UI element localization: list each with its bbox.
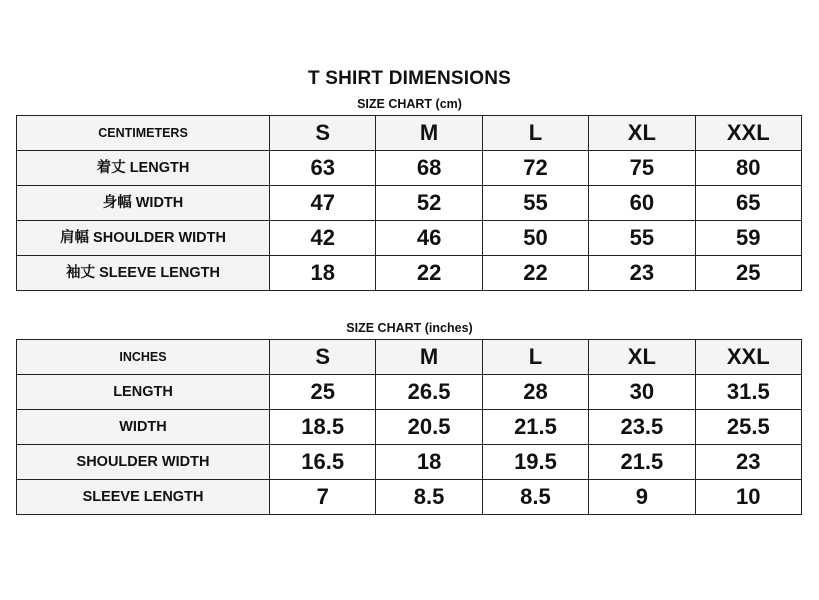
table-cell: 68	[376, 151, 482, 186]
corner-label: INCHES	[17, 340, 270, 375]
table-row	[17, 221, 802, 256]
table-cell: 8.5	[482, 480, 588, 515]
table-cell: 42	[270, 221, 376, 256]
table-cell: 19.5	[482, 445, 588, 480]
table-cell: 63	[270, 151, 376, 186]
row-label: 袖丈 SLEEVE LENGTH	[17, 256, 270, 291]
row-label: 着丈 LENGTH	[17, 151, 270, 186]
table-cell: 10	[695, 480, 801, 515]
cm-chart-caption: SIZE CHART (cm)	[357, 97, 462, 111]
table-cell: 9	[589, 480, 695, 515]
size-header: S	[270, 340, 376, 375]
table-cell: 21.5	[482, 410, 588, 445]
table-cell: 21.5	[589, 445, 695, 480]
table-cell: 23	[695, 445, 801, 480]
page-title: T SHIRT DIMENSIONS	[307, 68, 512, 89]
table-cell: 72	[482, 151, 588, 186]
row-label: WIDTH	[17, 410, 270, 445]
table-cell: 18.5	[270, 410, 376, 445]
table-row	[17, 375, 802, 410]
table-row	[17, 151, 802, 186]
inch-chart-caption: SIZE CHART (inches)	[346, 321, 473, 335]
table-cell: 50	[482, 221, 588, 256]
size-header: L	[482, 116, 588, 151]
size-header: XL	[589, 116, 695, 151]
table-cell: 30	[589, 375, 695, 410]
table-cell: 55	[482, 186, 588, 221]
size-header: XXL	[695, 340, 801, 375]
table-row	[17, 410, 802, 445]
table-cell: 20.5	[376, 410, 482, 445]
size-header: XXL	[695, 116, 801, 151]
table-cell: 28	[482, 375, 588, 410]
table-cell: 23.5	[589, 410, 695, 445]
table-row	[17, 186, 802, 221]
table-header-row	[17, 340, 802, 375]
table-cell: 22	[482, 256, 588, 291]
row-label: SLEEVE LENGTH	[17, 480, 270, 515]
table-cell: 18	[376, 445, 482, 480]
table-cell: 16.5	[270, 445, 376, 480]
table-row	[17, 480, 802, 515]
table-cell: 18	[270, 256, 376, 291]
table-cell: 59	[695, 221, 801, 256]
table-cell: 25	[270, 375, 376, 410]
cm-size-table	[16, 115, 802, 291]
inch-size-table	[16, 339, 802, 515]
size-header: S	[270, 116, 376, 151]
table-cell: 8.5	[376, 480, 482, 515]
row-label: 肩幅 SHOULDER WIDTH	[17, 221, 270, 256]
table-cell: 46	[376, 221, 482, 256]
table-cell: 60	[589, 186, 695, 221]
row-label: LENGTH	[17, 375, 270, 410]
table-cell: 7	[270, 480, 376, 515]
table-cell: 23	[589, 256, 695, 291]
corner-label: CENTIMETERS	[17, 116, 270, 151]
table-row	[17, 256, 802, 291]
table-cell: 26.5	[376, 375, 482, 410]
row-label: 身幅 WIDTH	[17, 186, 270, 221]
table-cell: 80	[695, 151, 801, 186]
table-cell: 52	[376, 186, 482, 221]
size-header: XL	[589, 340, 695, 375]
table-cell: 25	[695, 256, 801, 291]
table-cell: 22	[376, 256, 482, 291]
size-header: L	[482, 340, 588, 375]
table-cell: 75	[589, 151, 695, 186]
table-cell: 55	[589, 221, 695, 256]
size-header: M	[376, 116, 482, 151]
table-cell: 31.5	[695, 375, 801, 410]
table-cell: 47	[270, 186, 376, 221]
size-header: M	[376, 340, 482, 375]
table-row	[17, 445, 802, 480]
row-label: SHOULDER WIDTH	[17, 445, 270, 480]
table-cell: 65	[695, 186, 801, 221]
table-header-row	[17, 116, 802, 151]
table-cell: 25.5	[695, 410, 801, 445]
